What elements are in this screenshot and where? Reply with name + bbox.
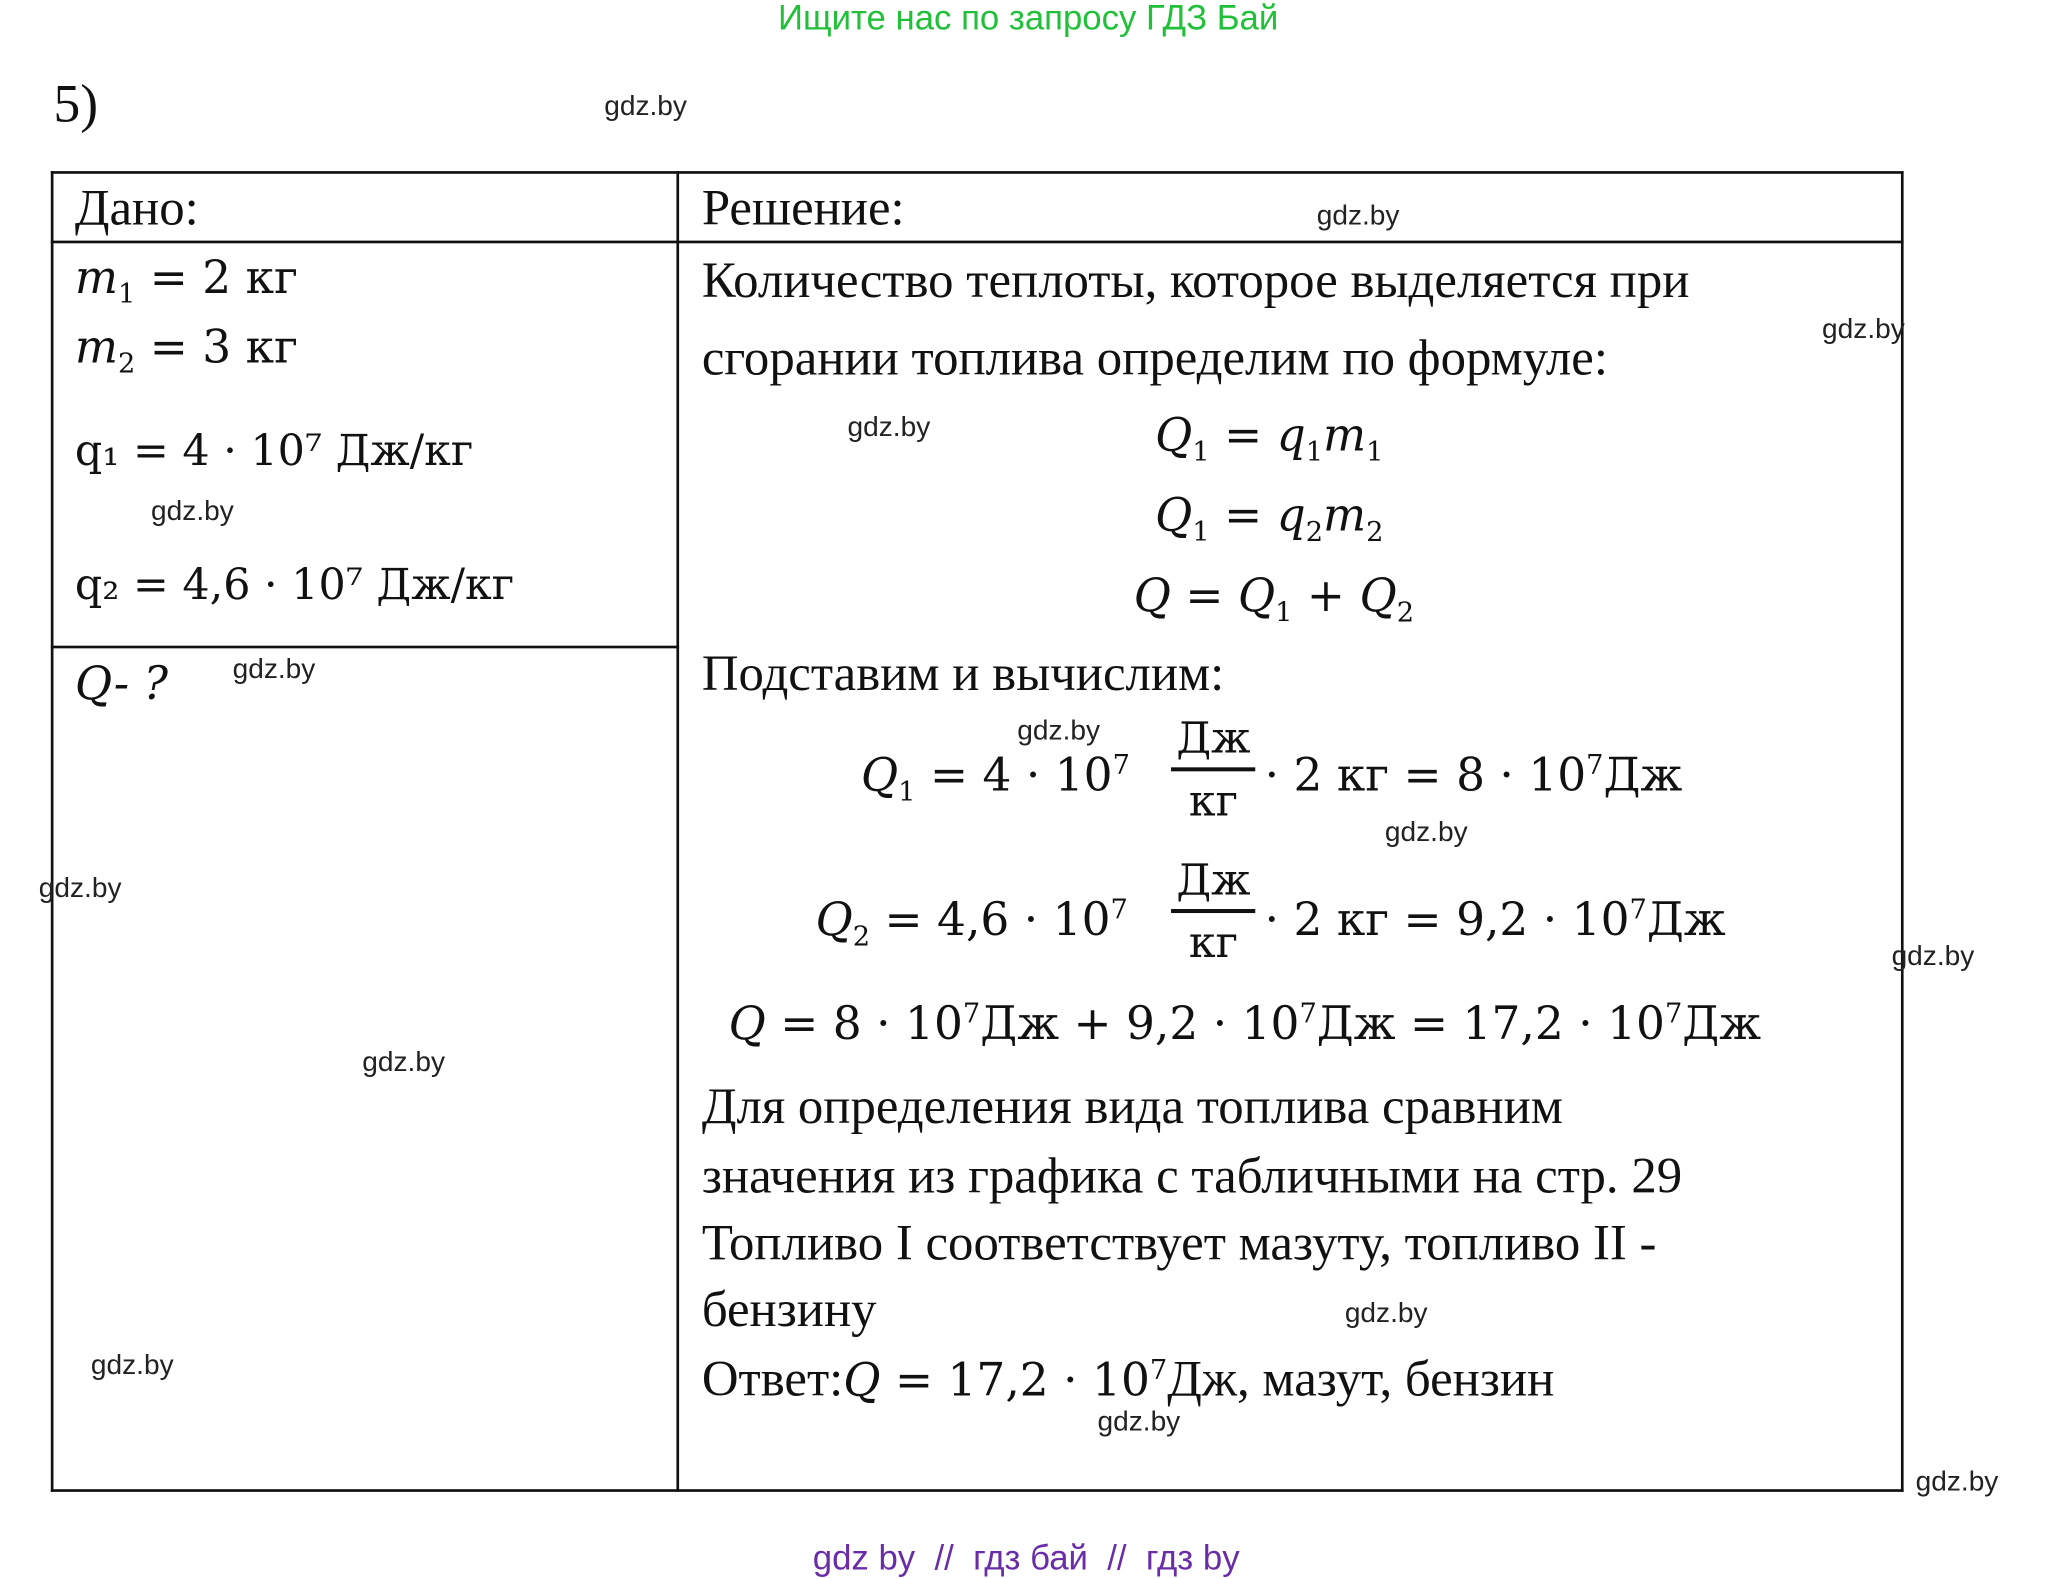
watermark: gdz.by [90, 1350, 174, 1381]
table-border-left [51, 171, 54, 1492]
solution-text-3: Топливо I соответствует мазуту, топливо II - [701, 1215, 1657, 1272]
given-find-divider [51, 646, 679, 649]
table-border-right [1901, 171, 1904, 1492]
top-banner[interactable]: Ищите нас по запросу ГДЗ Бай [778, 0, 1279, 38]
watermark: gdz.by [232, 653, 316, 685]
watermark: gdz.by [1017, 715, 1101, 746]
given-m2: $m_2 = 3$ кг [74, 320, 298, 380]
calc-q1-fraction: Дж кг [1171, 709, 1256, 831]
calc-q2-fraction: Дж кг [1171, 850, 1256, 972]
calc-total: $Q = 8 \cdot 10^7Дж + 9,2 \cdot 10^7Дж = 17,2 \cdot 10^7Дж$ [728, 997, 1762, 1052]
solution-substitute: Подставим и вычислим: [701, 645, 1225, 702]
solution-text-2: значения из графика с табличными на стр. 29 [701, 1148, 1683, 1205]
solution-intro-1: Количество теплоты, которое выделяется при [701, 252, 1690, 309]
solution-intro-2: сгорании топлива определим по формуле: [701, 330, 1608, 387]
calc-q2-left: $Q_2 = 4,6 \cdot 10^7$ [815, 892, 1128, 952]
calc-q1-right: · 2 кг = $8 \cdot 10^7Дж$ [1264, 748, 1683, 803]
problem-number: 5) [53, 73, 99, 134]
watermark: gdz.by [151, 495, 234, 527]
formula-total: $Q = Q_1 + Q_2$ [1133, 569, 1415, 629]
watermark: gdz.by [1097, 1406, 1181, 1438]
calc-q1-left: $Q_1 = 4 \cdot 10^7$ [860, 748, 1130, 808]
watermark: gdz.by [1822, 314, 1905, 345]
given-q2: q₂ = 4,6 · 10⁷ Дж/кг [74, 558, 515, 610]
solution-header: Решение: [701, 180, 905, 237]
formula-q1: $Q_1 = q_1m_1$ [1154, 409, 1384, 468]
watermark: gdz.by [1316, 200, 1400, 232]
calc-q2-right: · 2 кг = $9,2 \cdot 10^7Дж$ [1264, 892, 1726, 947]
solution-text-4: бензину [701, 1281, 877, 1339]
table-border-bottom [51, 1489, 1904, 1492]
footer-links[interactable]: gdz by // гдз бай // гдз by [812, 1537, 1240, 1578]
given-find: Q- ? [74, 657, 168, 712]
watermark: gdz.by [362, 1046, 445, 1078]
watermark: gdz.by [604, 90, 687, 122]
given-m1: $m_1 = 2$ кг [74, 251, 298, 310]
watermark: gdz.by [1891, 941, 1975, 972]
table-border-top [51, 171, 1904, 174]
table-column-divider [676, 171, 679, 1492]
table-header-divider [51, 241, 1904, 244]
watermark: gdz.by [847, 411, 931, 443]
solution-text-1: Для определения вида топлива сравним [701, 1078, 1563, 1135]
watermark: gdz.by [1384, 816, 1468, 848]
solution-answer: Ответ:Q = $17,2 \cdot 10^7Дж$, мазут, бензин [701, 1351, 1555, 1408]
given-q1: q₁ = 4 · 10⁷ Дж/кг [74, 425, 474, 476]
watermark: gdz.by [1344, 1298, 1428, 1329]
watermark: gdz.by [1915, 1466, 1999, 1498]
formula-q2: $Q_1 = q_2m_2$ [1154, 489, 1384, 548]
given-header: Дано: [74, 180, 199, 237]
watermark: gdz.by [38, 872, 122, 904]
